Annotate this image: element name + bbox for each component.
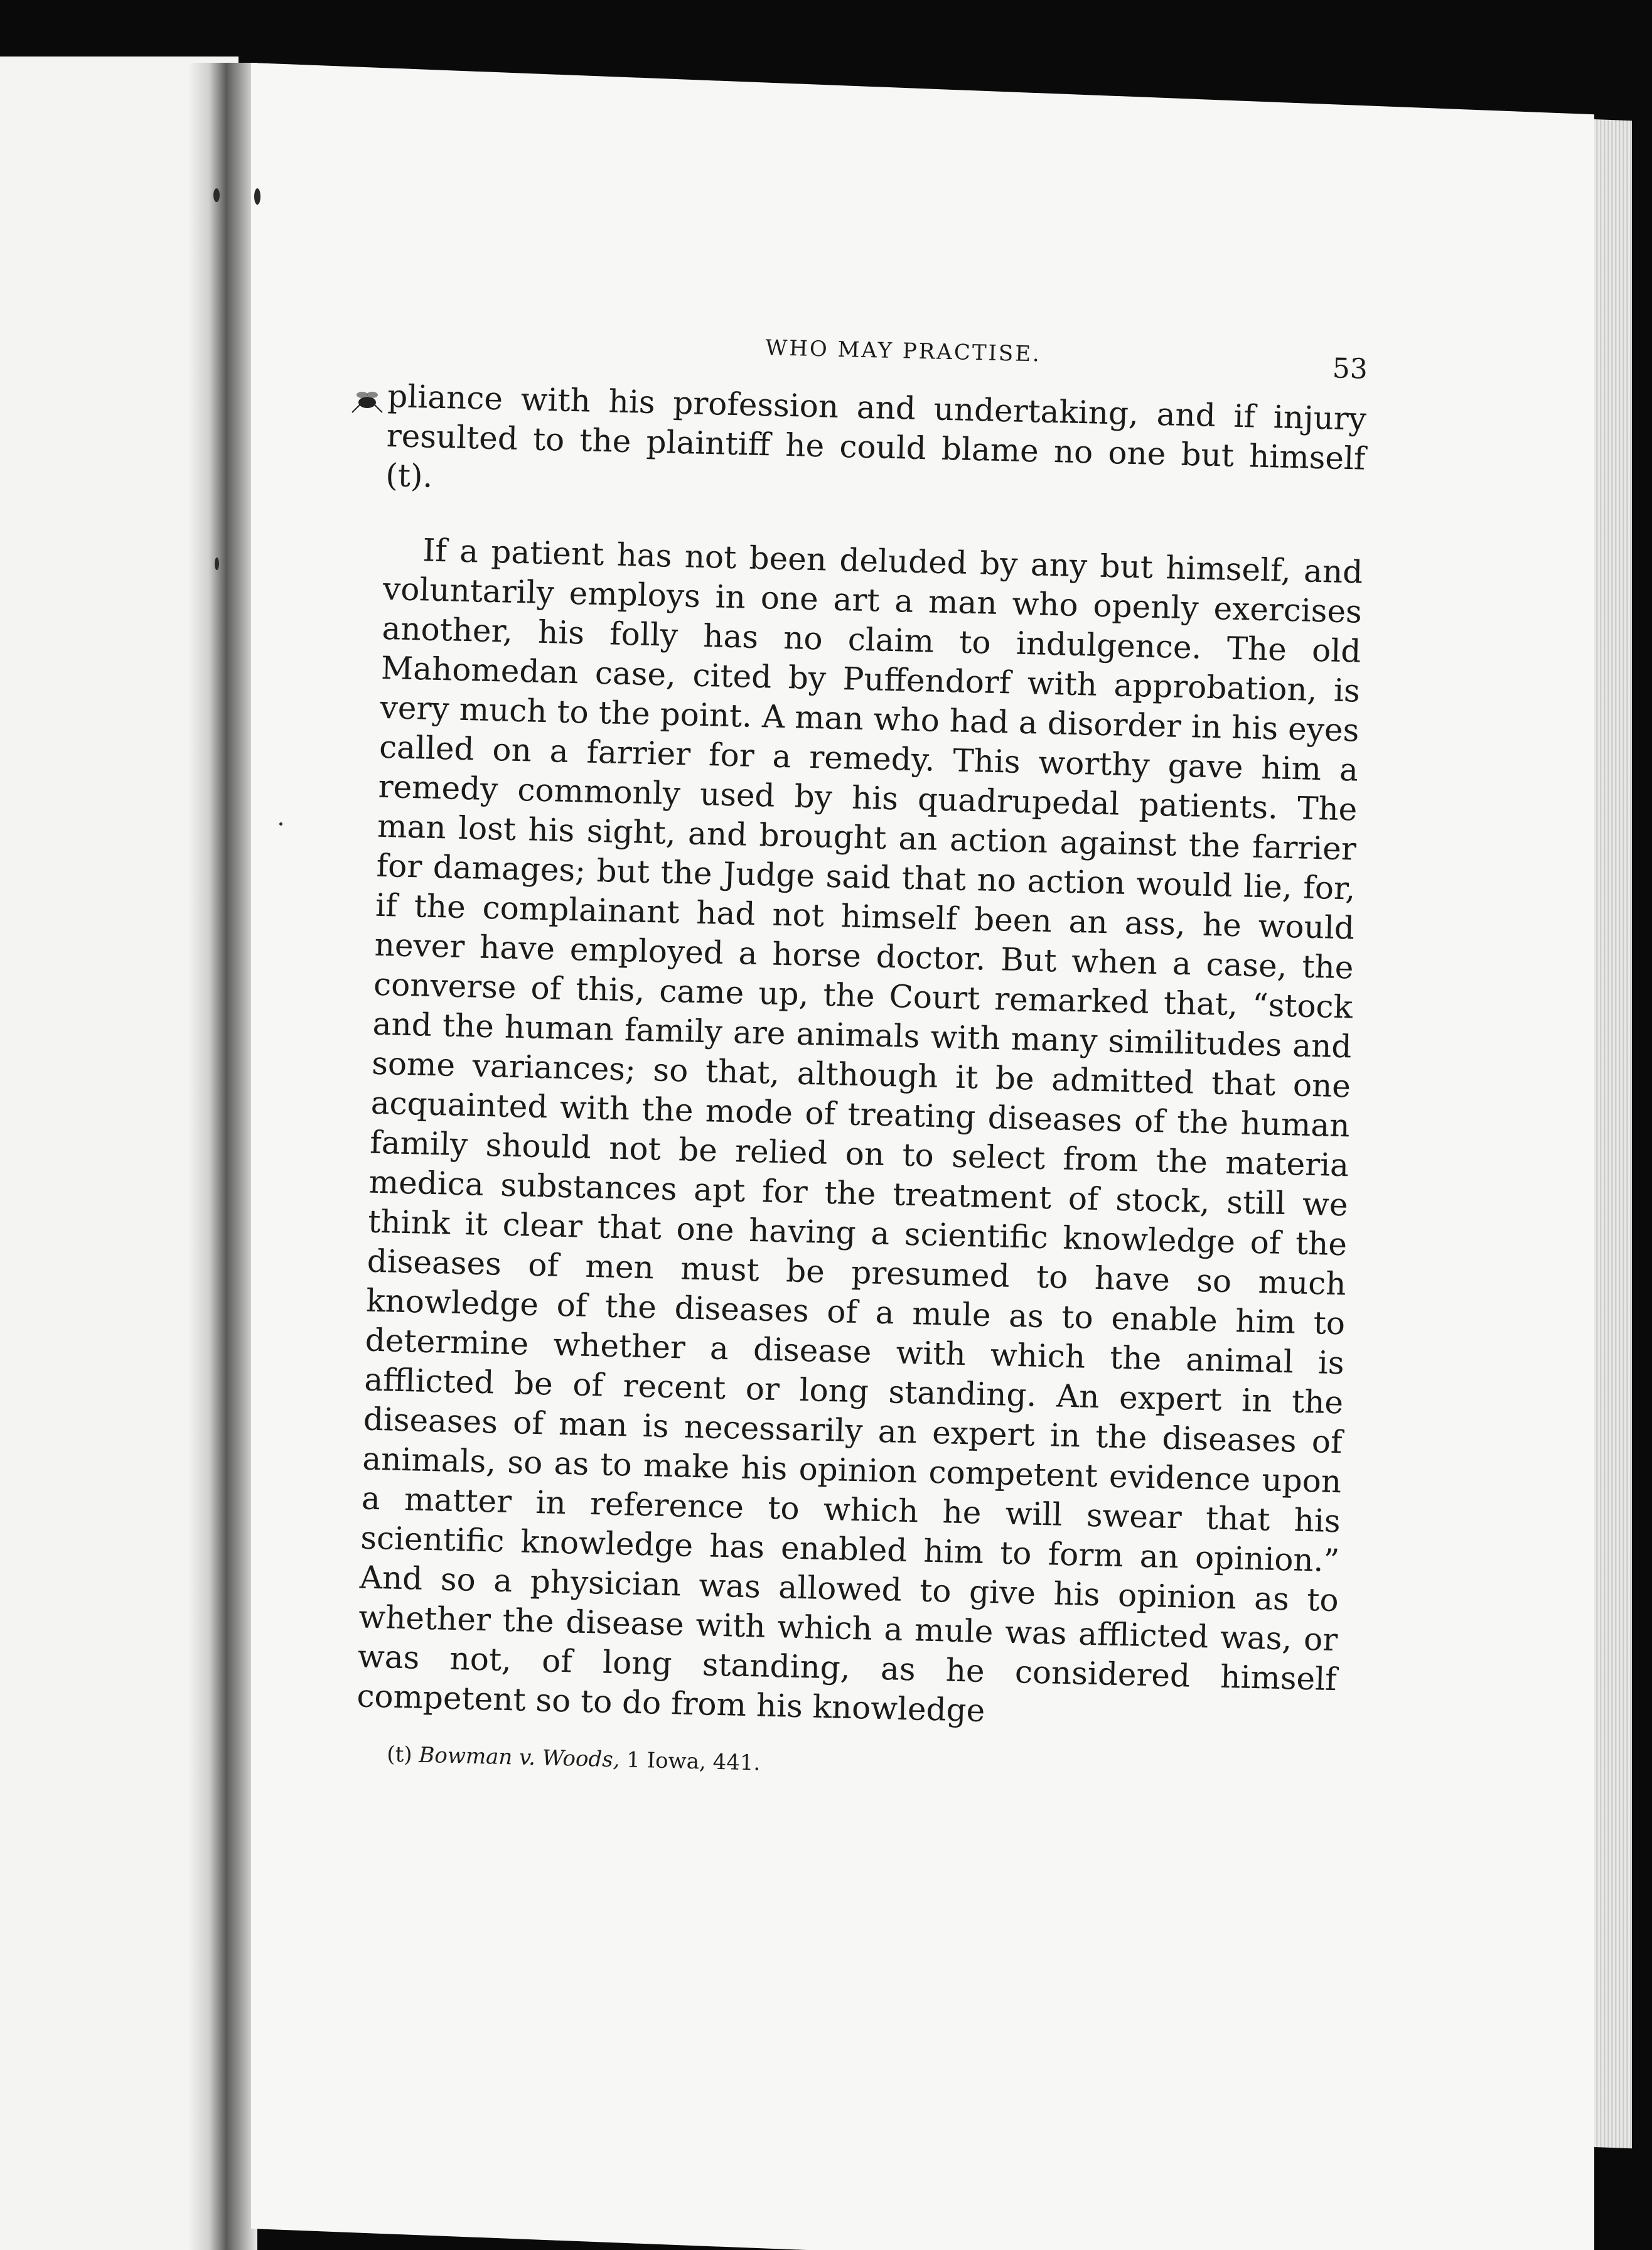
page-number: 53 bbox=[1332, 352, 1368, 385]
scan-speck bbox=[279, 822, 282, 826]
page-edges bbox=[1594, 119, 1632, 2148]
footnote-citation: 1 Iowa, 441. bbox=[626, 1747, 761, 1776]
running-title: WHO MAY PRACTISE. bbox=[764, 335, 1042, 367]
paragraph-continued: pliance with his profession and undertaking, and if injury resulted to the plaintiff he could blame no one but himself (t). bbox=[385, 377, 1367, 495]
scan-speck bbox=[215, 557, 219, 570]
scan-speck bbox=[213, 188, 220, 202]
body-text bbox=[357, 377, 1367, 1739]
insect-mark-icon bbox=[348, 386, 386, 417]
page-content bbox=[355, 326, 1368, 1789]
scan-speck bbox=[254, 188, 260, 205]
paragraph-main: If a patient has not been deluded by any but himself, and voluntarily employs in one art a man who openly exercises another, his folly has no claim to indulgence. The old Mahomedan case, cited by Puffendorf with approbation, is very much to the point. A man who had a disorder in his eyes called on a farrier for a remedy. This worthy gave him a remedy commonly used by his quadrupedal patients. The man lost his sight, and brought an action against the farrier for damages; but the Judge said that no action would lie, for, if the complainant had not himself been an ass, he would never have employed a horse doctor. But when a case, the converse of this, came up, the Court remarked that, “stock and the human family are animals with many similitudes and some variances; so that, although it be admitted that one acquainted with the mode of treating diseases of the human family should not be relied on to select from the materia medica substances apt for the treatment of stock, still we think it clear that one having a scientific knowledge of the diseases of men must be presumed to have so much knowledge of the diseases of a mule as to enable him to determine whether a disease with which the animal is afflicted be of recent or long standing. An expert in the diseases of man is necessarily an expert in the diseases of animals, so as to make his opinion competent evidence upon a matter in reference to which he will swear that his scientific knowledge has enabled him to form an opinion.” And so a physician was allowed to give his opinion as to whether the disease with which a mule was afflicted was, or was not, of long standing, as he considered himself competent so to do from his knowledge bbox=[356, 532, 1363, 1729]
book-gutter bbox=[188, 63, 257, 2250]
footnote-marker: (t) bbox=[386, 1741, 413, 1768]
footnote-case: Bowman v. Woods, bbox=[418, 1742, 620, 1773]
